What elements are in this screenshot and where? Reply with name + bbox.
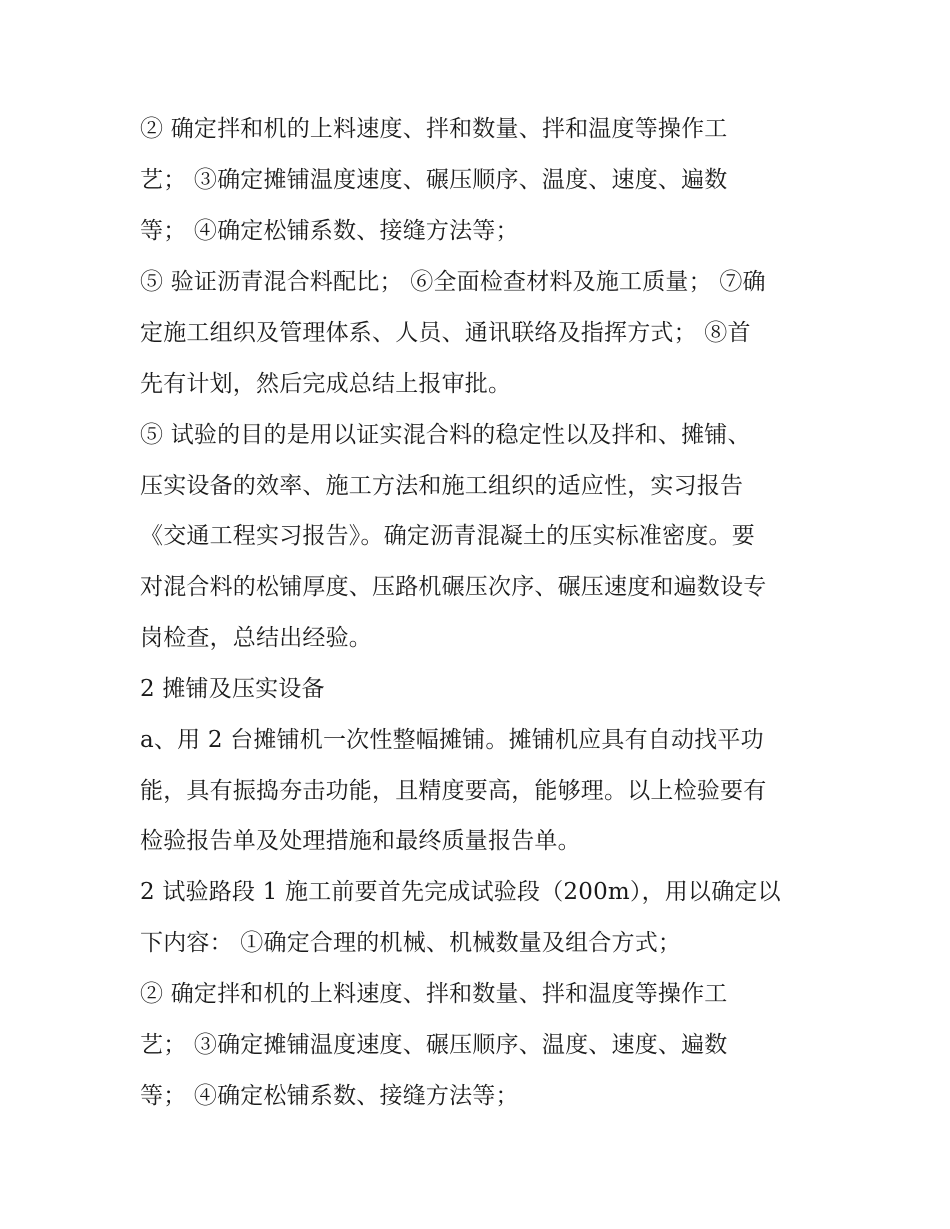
text-line-6: 先有计划，然后完成总结上报审批。 <box>140 371 512 397</box>
text-line-20: 等； ④确定松铺系数、接缝方法等； <box>140 1083 519 1109</box>
text-line-7: ⑤ 试验的目的是用以证实混合料的稳定性以及拌和、摊铺、 <box>140 422 751 448</box>
text-line-15: 检验报告单及处理措施和最终质量报告单。 <box>140 828 581 854</box>
text-line-17: 下内容： ①确定合理的机械、机械数量及组合方式； <box>140 930 682 956</box>
text-line-3: 等； ④确定松铺系数、接缝方法等； <box>140 218 519 244</box>
text-line-9: 《交通工程实习报告》。确定沥青混凝土的压实标准密度。要 <box>140 523 755 549</box>
text-line-19: 艺； ③确定摊铺温度速度、碾压顺序、温度、速度、遍数 <box>140 1032 728 1058</box>
text-line-4: ⑤ 验证沥青混合料配比； ⑥全面检查材料及施工质量； ⑦确 <box>140 269 766 295</box>
text-line-14: 能，具有振捣夯击功能，且精度要高，能够理。以上检验要有 <box>140 778 767 804</box>
text-line-11: 岗检查，总结出经验。 <box>140 625 372 651</box>
text-line-10: 对混合料的松铺厚度、压路机碾压次序、碾压速度和遍数设专 <box>140 574 767 600</box>
text-line-16: 2 试验路段 1 施工前要首先完成试验段（200m），用以确定以 <box>140 879 781 905</box>
section-heading: 2 摊铺及压实设备 <box>140 676 325 702</box>
text-line-2: 艺； ③确定摊铺温度速度、碾压顺序、温度、速度、遍数 <box>140 167 728 193</box>
text-line-5: 定施工组织及管理体系、人员、通讯联络及指挥方式； ⑧首 <box>140 320 751 346</box>
text-line-1: ② 确定拌和机的上料速度、拌和数量、拌和温度等操作工 <box>140 116 728 142</box>
text-line-13: a、用 2 台摊铺机一次性整幅摊铺。摊铺机应具有自动找平功 <box>140 727 764 753</box>
text-line-18: ② 确定拌和机的上料速度、拌和数量、拌和温度等操作工 <box>140 981 728 1007</box>
text-line-8: 压实设备的效率、施工方法和施工组织的适应性，实习报告 <box>140 473 744 499</box>
